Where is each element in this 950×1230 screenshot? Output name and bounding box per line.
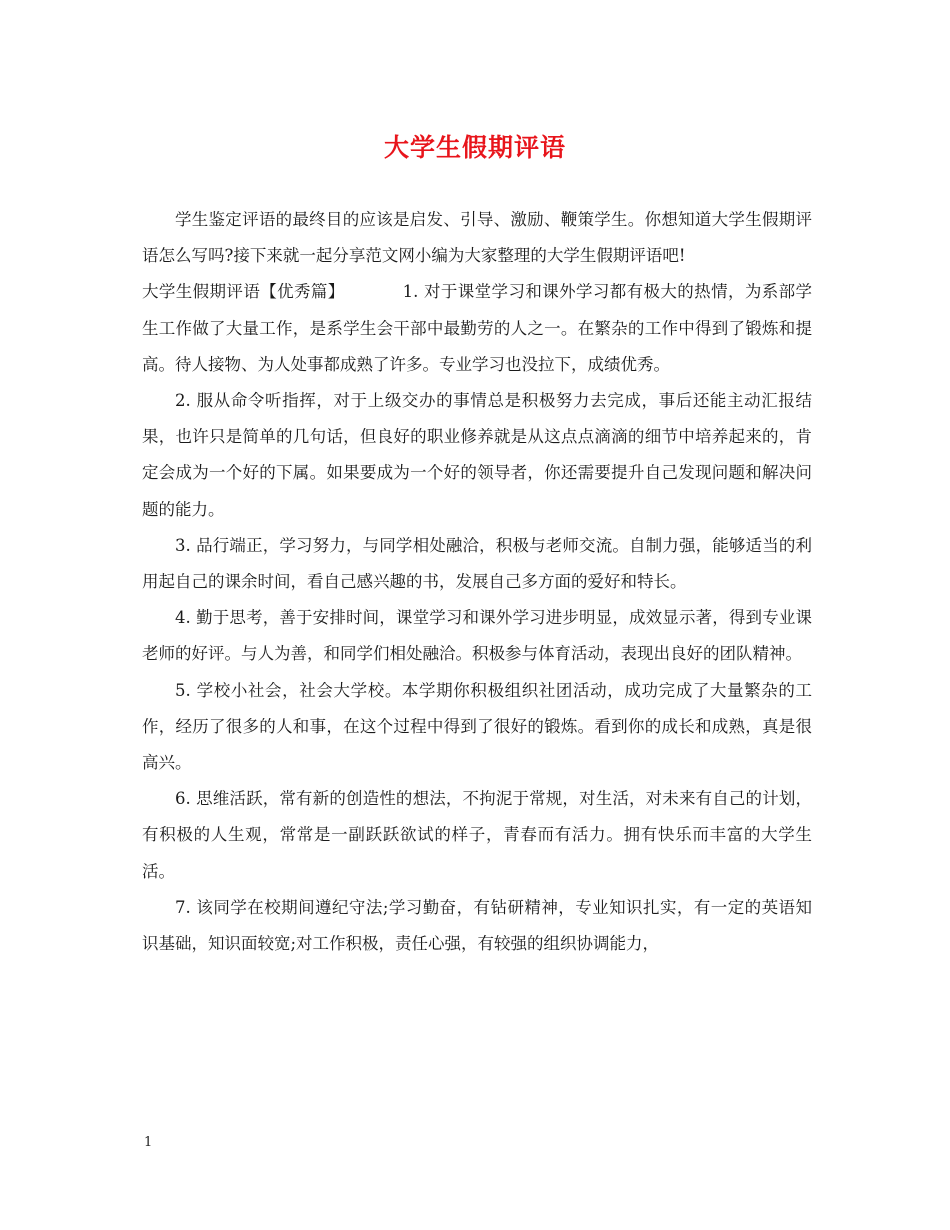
list-item-7: 7. 该同学在校期间遵纪守法;学习勤奋，有钻研精神，专业知识扎实，有一定的英语知识基础，知识面较宽;对工作积极，责任心强，有较强的组织协调能力， (142, 897, 812, 954)
list-item-5: 5. 学校小社会，社会大学校。本学期你积极组织社团活动，成功完成了大量繁杂的工作，经历了很多的人和事，在这个过程中得到了很好的锻炼。看到你的成长和成熟，真是很高兴。 (142, 680, 812, 773)
section-heading-paragraph (142, 274, 812, 383)
page-number: 1 (144, 1135, 153, 1150)
list-item-4: 4. 勤于思考，善于安排时间，课堂学习和课外学习进步明显，成效显示著，得到专业课老师的好评。与人为善，和同学们相处融洽。积极参与体育活动，表现出良好的团队精神。 (142, 608, 812, 664)
section-heading: 大学生假期评语【优秀篇】 (142, 282, 345, 302)
list-item-6: 6. 思维活跃，常有新的创造性的想法，不拘泥于常规，对生活，对未来有自己的计划，有积极的人生观，常常是一副跃跃欲试的样子，青春而有活力。拥有快乐而丰富的大学生活。 (142, 789, 812, 881)
list-item-3: 3. 品行端正，学习努力，与同学相处融洽，积极与老师交流。自制力强，能够适当的利用起自己的课余时间，看自己感兴趣的书，发展自己多方面的爱好和特长。 (142, 535, 812, 592)
intro-paragraph: 学生鉴定评语的最终目的应该是启发、引导、激励、鞭策学生。你想知道大学生假期评语怎么写吗?接下来就一起分享范文网小编为大家整理的大学生假期评语吧! (142, 210, 812, 266)
list-item-1: 1. 对于课堂学习和课外学习都有极大的热情，为系部学生工作做了大量工作，是系学生会干部中最勤劳的人之一。在繁杂的工作中得到了锻炼和提高。待人接物、为人处事都成熟了许多。专业学习也没拉下，成绩优秀。 (142, 282, 812, 374)
document-body (142, 202, 812, 962)
list-item-2: 2. 服从命令听指挥，对于上级交办的事情总是积极努力去完成，事后还能主动汇报结果，也许只是简单的几句话，但良好的职业修养就是从这点点滴滴的细节中培养起来的，肯定会成为一个好的下属。如果要成为一个好的领导者，你还需要提升自己发现问题和解决问题的能力。 (142, 391, 812, 519)
document-title: 大学生假期评语 (383, 133, 566, 162)
